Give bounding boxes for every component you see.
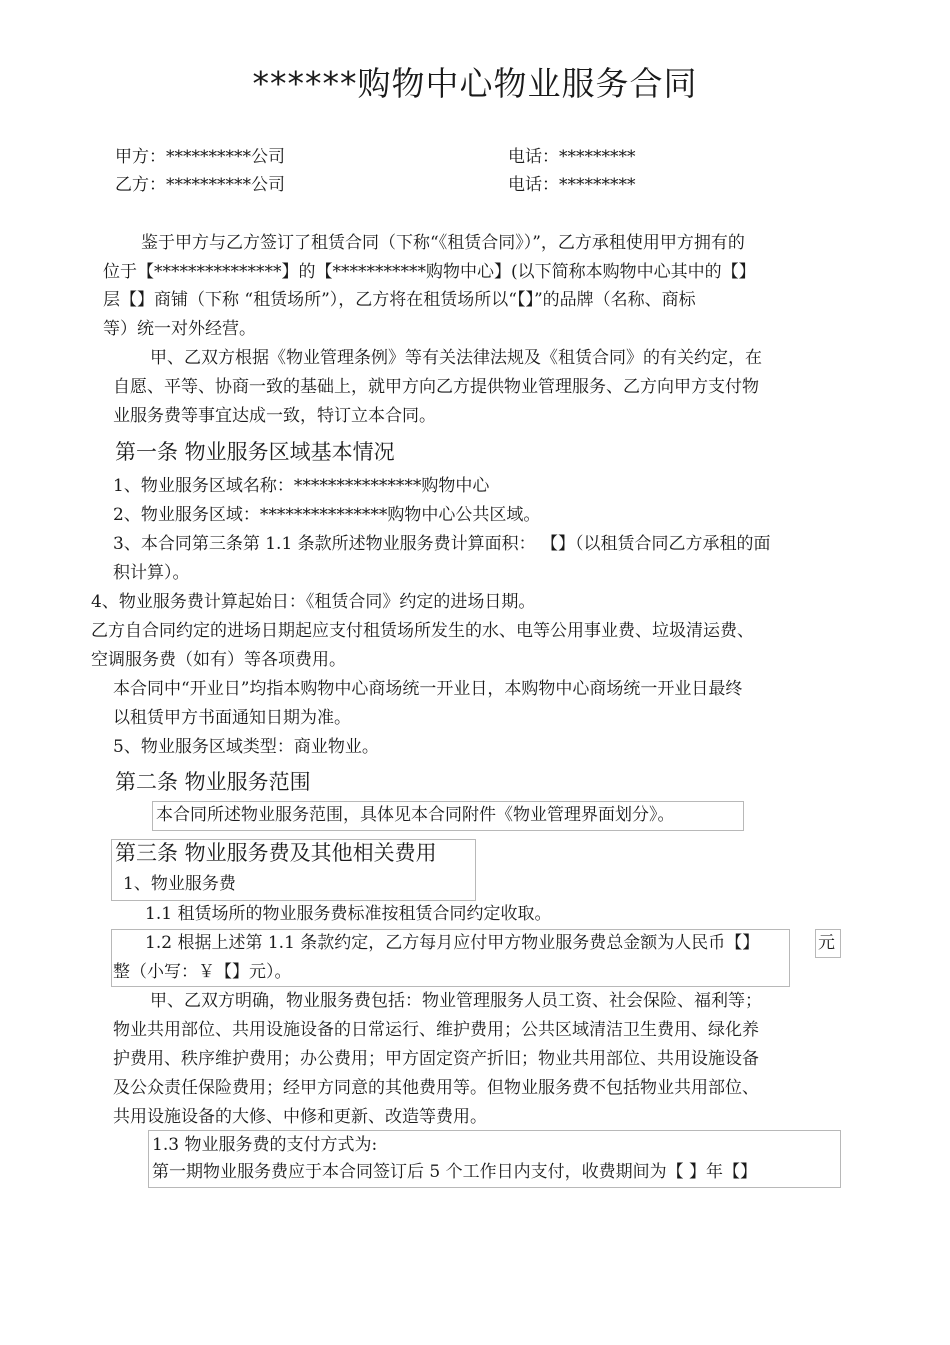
- article2-heading: 第二条 物业服务范围: [115, 770, 311, 794]
- article3-clause-1-1: 1.1 租赁场所的物业服务费标准按租赁合同约定收取。: [145, 904, 552, 924]
- preamble-p1-line2: 位于【***************】的【***********购物中心】(以下简称本购物中心其中的【】: [103, 262, 756, 282]
- document-title: ******购物中心物业服务合同: [252, 64, 698, 103]
- article1-item1: 1、物业服务区域名称：***************购物中心: [113, 476, 490, 496]
- article1-item4-para2-line2: 以租赁甲方书面通知日期为准。: [113, 708, 351, 728]
- preamble-p1-line1: 鉴于甲方与乙方签订了租赁合同（下称“《租赁合同》）”，乙方承租使用甲方拥有的: [141, 233, 745, 253]
- article1-item5: 5、物业服务区域类型：商业物业。: [113, 737, 379, 757]
- article3-clause-1-3-line1: 1.3 物业服务费的支付方式为:: [152, 1135, 378, 1155]
- preamble-p1-line3: 层【】商铺（下称 “租赁场所”），乙方将在租赁场所以“【】”的品牌（名称、商标: [103, 290, 696, 310]
- article1-item4-para2-line1: 本合同中“开业日”均指本购物中心商场统一开业日，本购物中心商场统一开业日最终: [113, 679, 743, 699]
- party-b-phone: 电话：*********: [508, 175, 636, 195]
- article3-fee-para-line2: 物业共用部位、共用设施设备的日常运行、维护费用；公共区域清洁卫生费用、绿化养: [113, 1020, 759, 1040]
- article1-item2: 2、物业服务区域：***************购物中心公共区域。: [113, 505, 541, 525]
- preamble-p2-line3: 业服务费等事宜达成一致，特订立本合同。: [113, 406, 436, 426]
- article3-fee-para-line1: 甲、乙双方明确，物业服务费包括：物业管理服务人员工资、社会保险、福利等；: [150, 991, 762, 1011]
- article3-fee-para-line5: 共用设施设备的大修、中修和更新、改造等费用。: [113, 1107, 487, 1127]
- article1-item3-line1: 3、本合同第三条第 1.1 条款所述物业服务费计算面积： 【】（以租赁合同乙方承租的面: [113, 534, 771, 554]
- preamble-p2-line2: 自愿、平等、协商一致的基础上，就甲方向乙方提供物业管理服务、乙方向甲方支付物: [113, 377, 759, 397]
- article3-clause-1-2-yuan: 元: [818, 933, 835, 953]
- party-a-phone: 电话：*********: [508, 147, 636, 167]
- article3-clause-1-2-line1: 1.2 根据上述第 1.1 条款约定，乙方每月应付甲方物业服务费总金额为人民币【】: [145, 933, 760, 953]
- article1-item3-line2: 积计算）。: [113, 563, 190, 583]
- article3-fee-para-line4: 及公众责任保险费用；经甲方同意的其他费用等。但物业服务费不包括物业共用部位、: [113, 1078, 759, 1098]
- preamble-p1-line4: 等）统一对外经营。: [103, 319, 256, 339]
- article3-fee-para-line3: 护费用、秩序维护费用；办公费用；甲方固定资产折旧；物业共用部位、共用设施设备: [113, 1049, 759, 1069]
- article1-item4: 4、物业服务费计算起始日：《租赁合同》约定的进场日期。: [91, 592, 536, 612]
- party-b: 乙方：**********公司: [115, 175, 285, 195]
- article1-item4-para1-line1: 乙方自合同约定的进场日期起应支付租赁场所发生的水、电等公用事业费、垃圾清运费、: [91, 621, 754, 641]
- article3-clause-1-3-line2: 第一期物业服务费应于本合同签订后 5 个工作日内支付，收费期间为【 】年【】: [152, 1162, 758, 1182]
- preamble-p2-line1: 甲、乙双方根据《物业管理条例》等有关法律法规及《租赁合同》的有关约定，在: [150, 348, 762, 368]
- article3-sub1: 1、物业服务费: [123, 874, 236, 894]
- article1-item4-para1-line2: 空调服务费（如有）等各项费用。: [91, 650, 346, 670]
- article1-heading: 第一条 物业服务区域基本情况: [115, 440, 395, 464]
- article3-heading: 第三条 物业服务费及其他相关费用: [115, 841, 437, 865]
- party-a: 甲方：**********公司: [115, 147, 285, 167]
- article3-clause-1-2-line2: 整（小写：￥【】元）。: [113, 962, 292, 982]
- article2-text: 本合同所述物业服务范围，具体见本合同附件《物业管理界面划分》。: [156, 805, 675, 825]
